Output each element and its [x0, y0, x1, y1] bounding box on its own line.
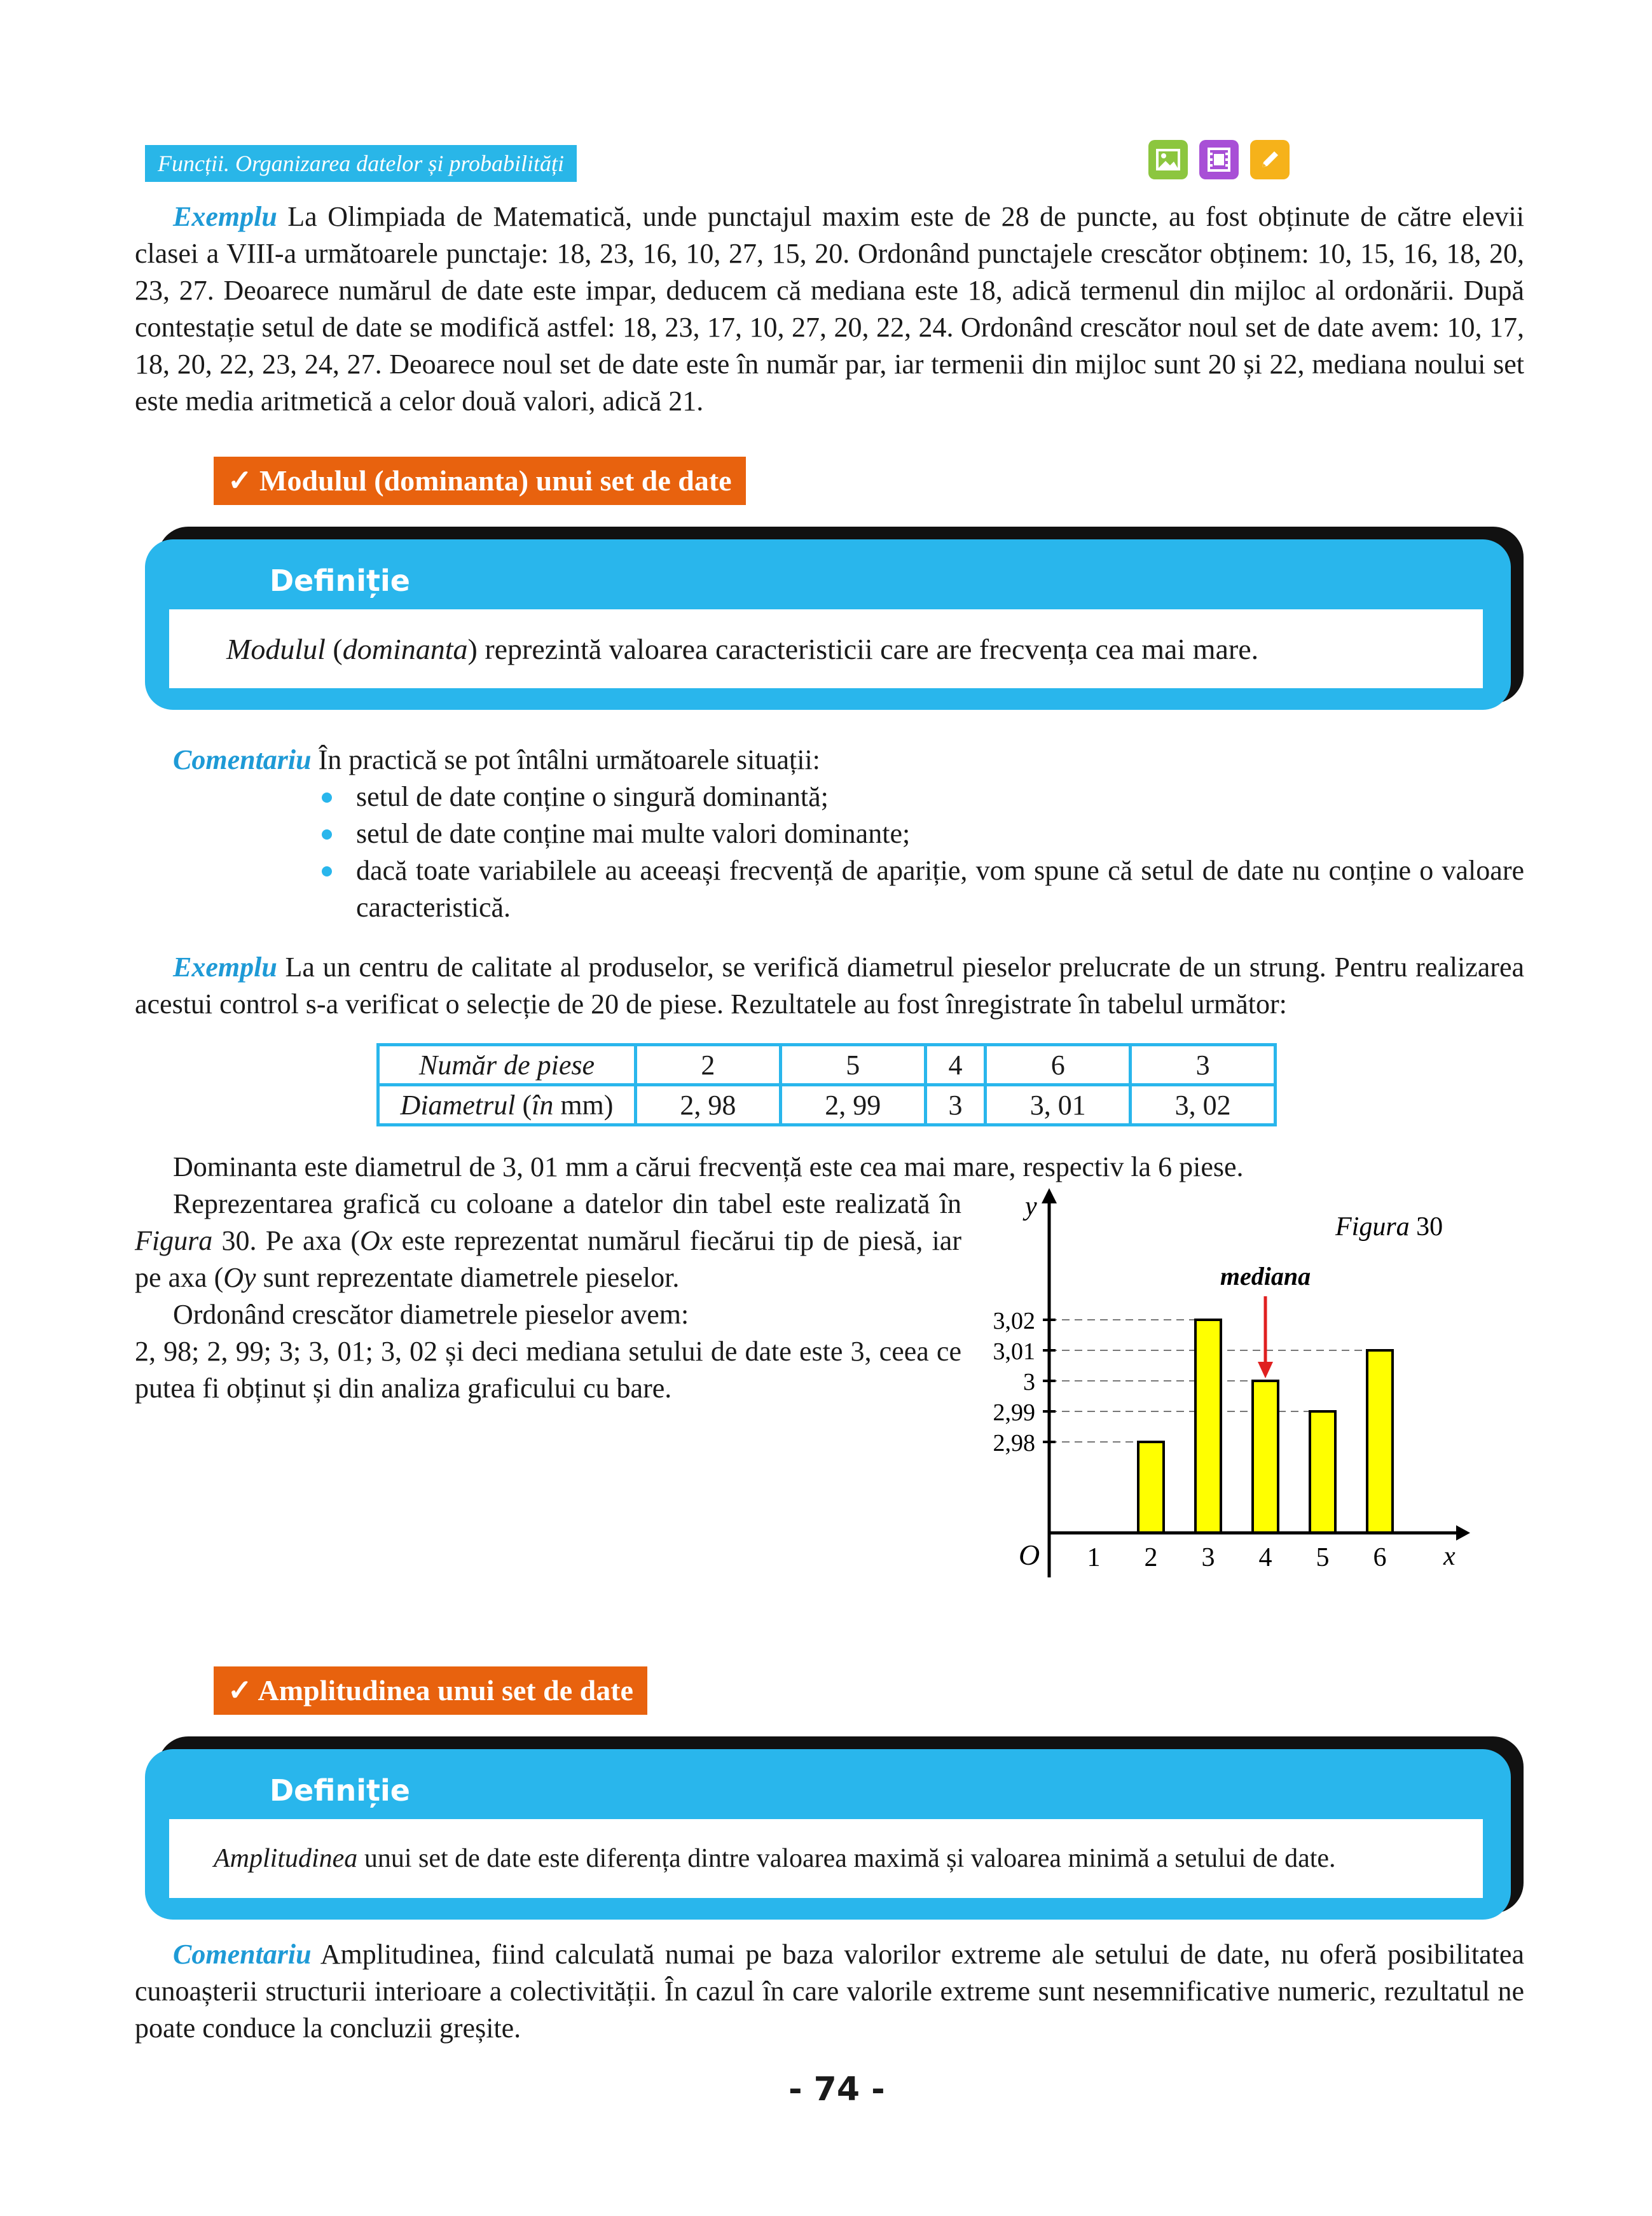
x-tick-label: 6 [1373, 1543, 1387, 1572]
fig-text-b: 30. Pe axa ( [212, 1225, 360, 1256]
def-text-open: ( [325, 632, 343, 665]
section-title: Modulul (dominanta) unui set de date [259, 464, 732, 497]
list-item: dacă toate variabilele au aceeași frecvență de apariție, vom spune că setul de date nu conține o valoare caracteristică. [318, 852, 1524, 926]
x-tick-label: 3 [1201, 1543, 1215, 1572]
section-title: Amplitudinea unui set de date [258, 1674, 633, 1707]
table-header-diameter [378, 1085, 636, 1125]
example-2-text: La un centru de calitate al produselor, se verifică diametrul pieselor prelucrate de un strung. Pentru realizarea acestui control s-a verificat o selecție de 20 de piese. Rezultatele au fost înregistrate în tabelul următor: [135, 952, 1524, 1020]
bar [1367, 1350, 1393, 1533]
comment-label: Comentariu [173, 1939, 312, 1970]
axis-oy: Oy [223, 1262, 256, 1293]
y-tick-label: 3,02 [993, 1308, 1035, 1334]
term-mode: Modulul [226, 632, 326, 665]
comment-2-text: Amplitudinea, fiind calculată numai pe baza valorilor extreme ale setului de date, nu oferă posibilitatea cunoașterii structurii interioare a colectivității. În cazul în care valorile extreme sunt nesemnificative numeric, rezultatul ne poate conduce la concluzii greșite. [135, 1939, 1524, 2044]
comment-1-list [318, 779, 1524, 926]
table-row [378, 1085, 1276, 1125]
x-tick-label: 4 [1258, 1543, 1272, 1572]
figure-caption-num: 30 [1409, 1212, 1443, 1242]
x-axis-label: x [1443, 1542, 1456, 1571]
definition-title: Definiție [270, 1773, 410, 1808]
table-cell: 3 [925, 1085, 986, 1125]
bar [1138, 1442, 1164, 1533]
check-icon: ✓ [228, 1674, 252, 1707]
fig-text-c: este reprezentat numărul fiecărui tip de piesă, iar pe axa ( [135, 1225, 961, 1293]
y-tick-label: 3 [1023, 1369, 1035, 1395]
y-tick-label: 3,01 [993, 1338, 1035, 1365]
check-icon: ✓ [228, 464, 252, 497]
table-cell: 3, 01 [986, 1085, 1131, 1125]
section-header-tag: Funcții. Organizarea datelor și probabilități [145, 145, 577, 182]
table-cell: 2, 98 [636, 1085, 781, 1125]
x-tick-label: 5 [1316, 1543, 1330, 1572]
origin-label: O [1019, 1539, 1040, 1571]
image-icon[interactable] [1148, 140, 1188, 179]
ordering-result: 2, 98; 2, 99; 3; 3, 01; 3, 02 și deci mediana setului de date este 3, ceea ce putea fi obținut și din analiza graficului cu bare. [135, 1336, 961, 1404]
list-item: setul de date conține mai multe valori dominante; [318, 815, 1524, 852]
y-tick-label: 2,99 [993, 1399, 1035, 1426]
example-1-paragraph [135, 198, 1524, 420]
table-cell: 4 [925, 1045, 986, 1085]
figure-caption-word: Figura [1335, 1212, 1410, 1242]
dominance-text: Dominanta este diametrul de 3, 01 mm a cărui frecvență este cea mai mare, respectiv la 6 piese. [173, 1151, 1244, 1182]
example-1-text: La Olimpiada de Matematică, unde punctajul maxim este de 28 de puncte, au fost obținute de către elevii clasei a VIII-a următoarele punctaje: 18, 23, 16, 10, 27, 15, 20. Ordonând punctajele crescător obținem: 10, 15, 16, 18, 20, 23, 27. Deoarece numărul de date este impar, deducem că mediana este 18, adică termenul din mijloc al ordonării. După contestație setul de date se modifică astfel: 18, 23, 17, 10, 27, 20, 22, 24. Ordonând crescător noul set de date avem: 10, 17, 18, 20, 22, 23, 24, 27. Deoarece noul set de date este în număr par, iar termenii din mijloc sunt 20 și 22, mediana noului set este media aritmetică a celor două valori, adică 21. [135, 201, 1524, 417]
section-heading-mode [214, 457, 746, 505]
figure-caption [1335, 1212, 1443, 1242]
diameter-word: Diametrul [400, 1089, 516, 1121]
diameter-open: ( [515, 1089, 532, 1121]
median-annotation: mediana [1220, 1262, 1311, 1291]
bar [1253, 1381, 1278, 1533]
def-text-rest: unui set de date este diferența dintre valoarea maximă și valoarea minimă a setului de date. [357, 1844, 1336, 1873]
fig-text-d: sunt reprezentate diametrele pieselor. [256, 1262, 680, 1293]
axis-ox: Ox [360, 1225, 393, 1256]
comment-1-text: În practică se pot întâlni următoarele situații: [311, 744, 820, 775]
definition-title: Definiție [270, 564, 410, 598]
example-2-paragraph [135, 949, 1524, 1023]
table-cell: 3 [1131, 1045, 1276, 1085]
term-range: Amplitudinea [214, 1844, 358, 1873]
table-cell: 2 [636, 1045, 781, 1085]
example-label: Exemplu [173, 952, 277, 983]
y-axis-arrow [1042, 1188, 1057, 1203]
comment-1 [135, 742, 1524, 779]
def-text-rest: ) reprezintă valoarea caracteristicii care are frecvența cea mai mare. [467, 632, 1259, 665]
diameter-unit: mm) [553, 1089, 614, 1121]
x-axis-arrow [1456, 1525, 1470, 1541]
x-tick-label: 2 [1144, 1543, 1158, 1572]
bar [1195, 1320, 1221, 1533]
ordering-intro: Ordonând crescător diametrele pieselor avem: [173, 1299, 689, 1330]
table-cell: 3, 02 [1131, 1085, 1276, 1125]
table-header-count: Număr de piese [378, 1045, 636, 1085]
definition-box [145, 539, 1511, 710]
section-heading-range [214, 1666, 647, 1715]
bar [1310, 1411, 1335, 1533]
definition-box [145, 1749, 1511, 1920]
data-table [376, 1043, 1277, 1126]
table-row [378, 1045, 1276, 1085]
table-cell: 6 [986, 1045, 1131, 1085]
comment-label: Comentariu [173, 744, 312, 775]
table-cell: 5 [780, 1045, 925, 1085]
comment-2 [135, 1936, 1524, 2047]
definition-text [169, 609, 1483, 688]
page-number: - 74 - [788, 2070, 885, 2109]
table-cell: 2, 99 [780, 1085, 925, 1125]
film-icon[interactable] [1199, 140, 1239, 179]
median-arrow [1258, 1296, 1273, 1378]
term-dominant: dominanta [342, 632, 468, 665]
bar-chart [954, 1183, 1526, 1603]
diameter-in: în [532, 1089, 554, 1121]
fig-text-a: Reprezentarea grafică cu coloane a datelor din tabel este realizată în [173, 1188, 961, 1219]
figure-explanation [135, 1186, 961, 1407]
example-label: Exemplu [173, 201, 277, 232]
y-tick-label: 2,98 [993, 1430, 1035, 1457]
fig-ref: Figura [135, 1225, 213, 1256]
median-arrow-head [1258, 1362, 1273, 1378]
list-item: setul de date conține o singură dominantă; [318, 779, 1524, 815]
y-axis-label: y [1025, 1192, 1037, 1221]
definition-text [169, 1819, 1483, 1898]
x-tick-label: 1 [1087, 1543, 1101, 1572]
pencil-icon[interactable] [1250, 140, 1290, 179]
dominance-paragraph [135, 1149, 1524, 1186]
